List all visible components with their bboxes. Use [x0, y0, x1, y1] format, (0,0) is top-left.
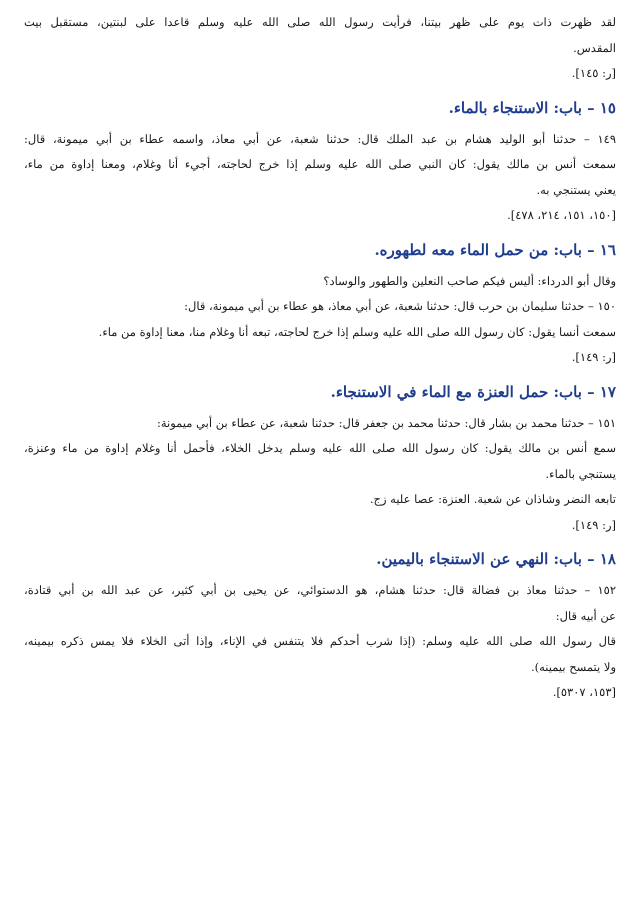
hadith-152-line-2: عن أبيه قال:: [555, 608, 616, 623]
hadith-150-reference: [ر: ١٤٩].: [571, 350, 616, 364]
hadith-151-line-4: تابعه النضر وشاذان عن شعبة. العنزة: عصا عليه زج.: [369, 492, 616, 506]
hadith-150-line-2: سمعت أنسا يقول: كان رسول الله صلى الله عليه وسلم إذا خرج لحاجته، تبعه أنا وغلام منا، معنا إداوة من ماء.: [98, 324, 616, 339]
hadith-149-line-2: سمعت أنس بن مالك يقول: كان النبي صلى الله عليه وسلم إذا خرج لحاجته، أجيء أنا وغلام، ومعنا إداوة من ماء،: [24, 157, 616, 171]
chapter-16-line-1: وقال أبو الدرداء: أليس فيكم صاحب النعلين والطهور والوساد؟: [323, 273, 616, 288]
chapter-17-heading: ١٧ – باب: حمل العنزة مع الماء في الاستنجاء.: [330, 382, 616, 401]
chapter-16-heading: ١٦ – باب: من حمل الماء معه لطهوره.: [374, 240, 616, 259]
hadith-149-line-3: يعني يستنجي به.: [536, 182, 616, 197]
chapter-18-heading: ١٨ – باب: النهي عن الاستنجاء باليمين.: [376, 550, 616, 568]
hadith-152-line-3: قال رسول الله صلى الله عليه وسلم: (إذا شرب أحدكم فلا يتنفس في الإناء، وإذا أتى الخلاء فلا يمس ذكره بيمينه،: [24, 634, 616, 648]
hadith-152-line-1: ١٥٢ – حدثنا معاذ بن فضالة قال: حدثنا هشام، هو الدستوائي، عن يحيى بن أبي كثير، عن عبد الله بن أبي قتادة،: [24, 583, 616, 597]
hadith-152-line-4: ولا يتمسح بيمينه).: [531, 659, 616, 674]
hadith-152-reference: [١٥٣، ٥٣٠٧].: [552, 685, 616, 699]
hadith-151-line-2: سمع أنس بن مالك يقول: كان رسول الله صلى الله عليه وسلم يدخل الخلاء، فأحمل أنا وغلام إداوة من ماء وعنزة،: [24, 441, 616, 455]
hadith-149-line-1: ١٤٩ – حدثنا أبو الوليد هشام بن عبد الملك قال: حدثنا شعبة، عن أبي معاذ، واسمه عطاء بن أبي ميمونة، قال:: [24, 131, 616, 146]
hadith-150-line-1: ١٥٠ – حدثنا سليمان بن حرب قال: حدثنا شعبة، عن أبي معاذ، هو عطاء بن أبي ميمونة، قال:: [184, 299, 616, 313]
chapter-15-heading: ١٥ – باب: الاستنجاء بالماء.: [448, 98, 616, 117]
hadith-151-line-3: يستنجي بالماء.: [545, 466, 616, 481]
hadith-151-reference: [ر: ١٤٩].: [571, 517, 616, 532]
hadith-151-line-1: ١٥١ – حدثنا محمد بن بشار قال: حدثنا محمد بن جعفر قال: حدثنا شعبة، عن عطاء بن أبي ميمونة:: [156, 415, 616, 430]
hadith-149-reference: [١٥٠، ١٥١، ٢١٤، ٤٧٨].: [507, 208, 616, 222]
intro-line-1: لقد ظهرت ذات يوم على ظهر بيتنا، فرأيت رسول الله صلى الله عليه وسلم قاعدا على لبنتين، مستقبل بيت: [24, 15, 616, 29]
intro-line-2: المقدس.: [573, 40, 616, 55]
intro-reference: [ر: ١٤٥].: [571, 66, 616, 80]
document-page: [24, 10, 616, 893]
